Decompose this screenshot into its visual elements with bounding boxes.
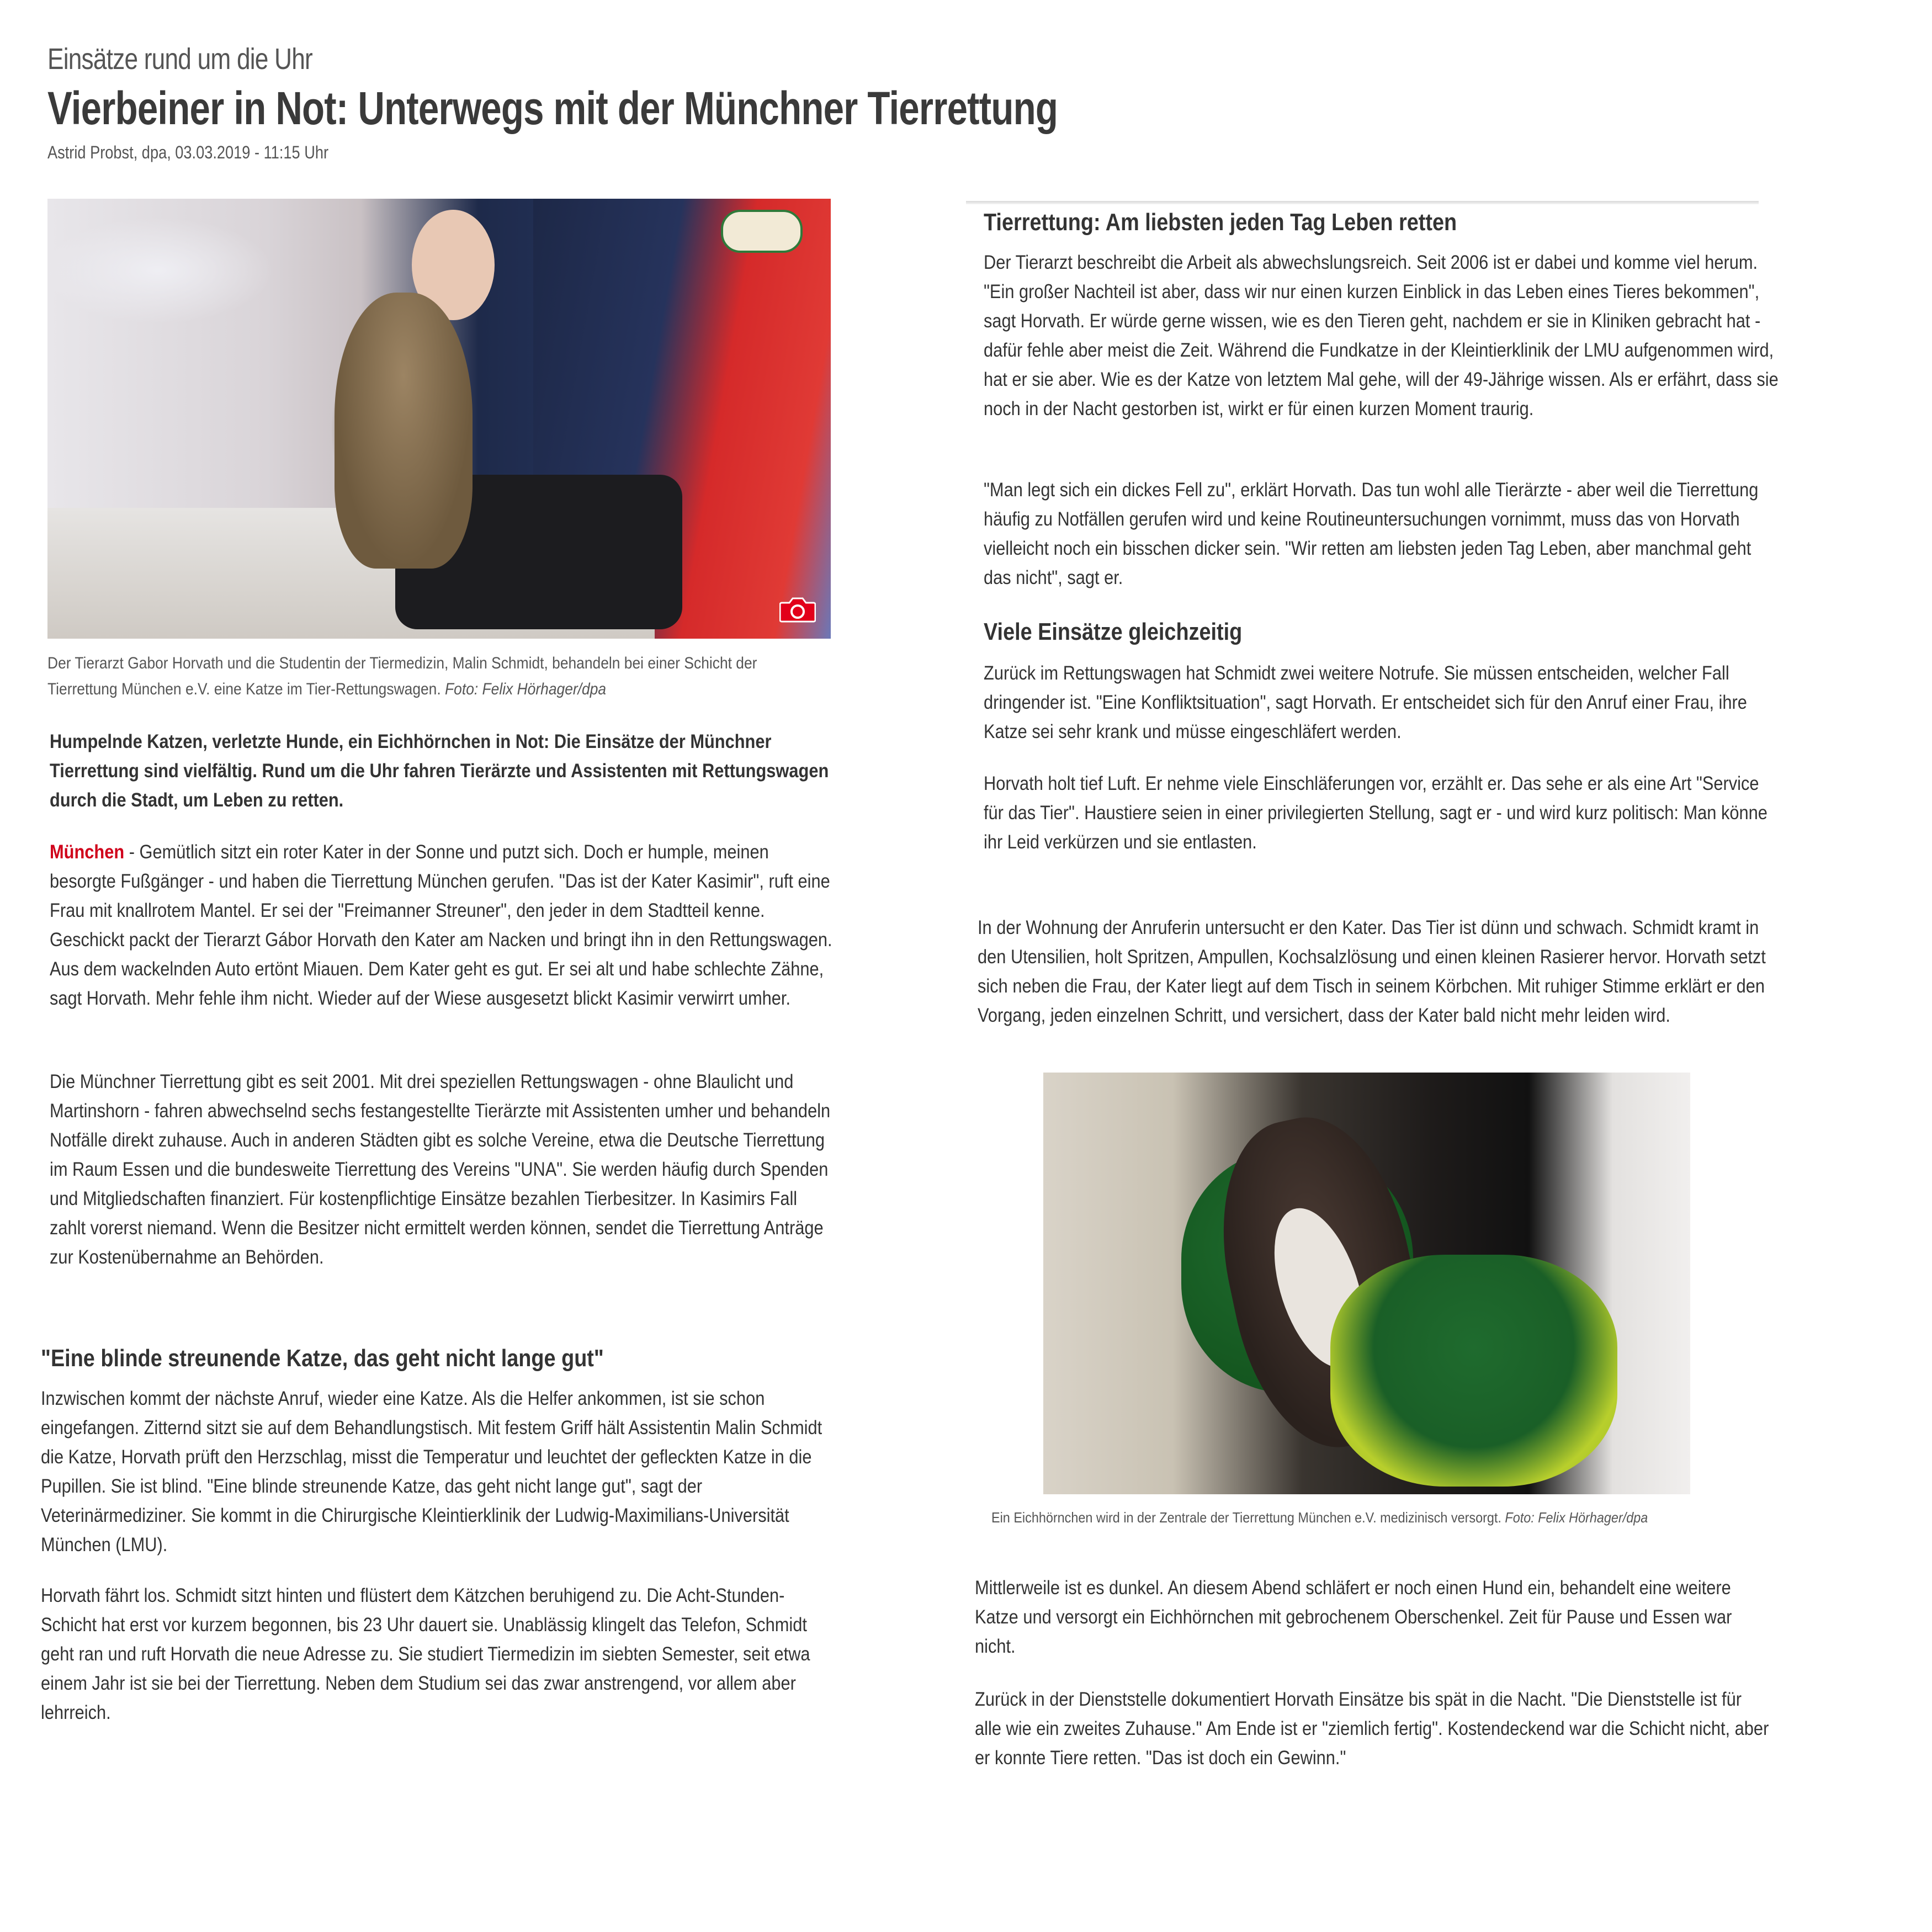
photo-detail-glove <box>1330 1255 1617 1487</box>
section-heading: Tierrettung: Am liebsten jeden Tag Leben retten <box>984 209 1457 236</box>
photo-caption <box>991 1506 1648 1528</box>
paragraph-text: - Gemütlich sitzt ein roter Kater in der Sonne und putzt sich. Doch er humple, meinen besorgte Fußgänger - und haben die Tierrettung München gerufen. "Das ist der Kater Kasimir", ruft eine Frau mit knallrotem Mantel. Er sei der "Freimanner Streuner", den jeder in dem Stadtteil kenne. Geschickt packt der Tierarzt Gábor Horvath den Kater am Nacken und bringt ihn in den Rettungswagen. Aus dem wackelnden Auto ertönt Miauen. Dem Kater geht es gut. Er sei alt und habe schlechte Zähne, sagt Horvath. Mehr fehle ihm nicht. Wieder auf der Wiese ausgesetzt blickt Kasimir verwirrt umher. <box>50 841 832 1009</box>
article-paragraph <box>50 837 837 1013</box>
photo-detail-cat <box>335 293 473 569</box>
article-paragraph: Der Tierarzt beschreibt die Arbeit als abwechslungsreich. Seit 2006 ist er dabei und komme viel herum. "Ein großer Nachteil ist aber, dass wir nur einen kurzen Einblick in das Leben eines Tieres bekommen", sagt Horvath. Er würde gerne wissen, wie es den Tieren geht, nachdem er sie in Kliniken gebracht hat - dafür fehle aber meist die Zeit. Während die Fundkatze in der Kleintierklinik der LMU aufgenommen wird, hat er sie aber. Wie es der Katze von letztem Mal gehe, will der 49-Jährige wissen. Als er erfährt, dass sie noch in der Nacht gestorben ist, wirkt er für einen kurzen Moment traurig. <box>984 252 1779 420</box>
article-lead: Humpelnde Katzen, verletzte Hunde, ein Eichhörnchen in Not: Die Einsätze der Münchner Tierrettung sind vielfältig. Rund um die Uhr fahren Tierärzte und Assistenten mit Rettungswagen durch die Stadt, um Leben zu retten. <box>50 731 829 811</box>
caption-text: Ein Eichhörnchen wird in der Zentrale der Tierrettung München e.V. medizinisch versorgt. <box>991 1509 1501 1526</box>
section-heading: Viele Einsätze gleichzeitig <box>984 618 1243 645</box>
article-paragraph: Zurück in der Dienststelle dokumentiert Horvath Einsätze bis spät in die Nacht. "Die Dienststelle ist für alle wie ein zweites Zuhause." Am Ende ist er "ziemlich fertig". Kostendeckend war die Schicht nicht, aber er konnte Tiere retten. "Das ist doch ein Gewinn." <box>975 1689 1769 1769</box>
photo-caption <box>47 650 805 702</box>
photo-credit: Foto: Felix Hörhager/dpa <box>445 680 607 698</box>
photo-squirrel[interactable] <box>1043 1073 1690 1494</box>
section-heading: "Eine blinde streunende Katze, das geht nicht lange gut" <box>41 1345 604 1372</box>
photo-credit: Foto: Felix Hörhager/dpa <box>1505 1509 1648 1526</box>
dateline: München <box>50 841 125 863</box>
article-paragraph: Inzwischen kommt der nächste Anruf, wieder eine Katze. Als die Helfer ankommen, ist sie schon eingefangen. Zitternd sitzt sie auf dem Behandlungstisch. Mit festem Griff hält Assistentin Malin Schmidt die Katze, Horvath prüft den Herzschlag, misst die Temperatur und leuchtet der gefleckten Katze in die Pupillen. Sie ist blind. "Eine blinde streunende Katze, das geht nicht lange gut", sagt der Veterinärmediziner. Sie kommt in die Chirurgische Kleintierklinik der Ludwig-Maximilians-Universität München (LMU). <box>41 1388 822 1556</box>
article-title: Vierbeiner in Not: Unterwegs mit der Münchner Tierrettung <box>47 82 1058 134</box>
photo-cat-treatment[interactable] <box>47 199 831 639</box>
article-paragraph: "Man legt sich ein dickes Fell zu", erklärt Horvath. Das tun wohl alle Tierärzte - aber weil die Tierrettung häufig zu Notfällen gerufen wird und keine Routineuntersuchungen vornimmt, muss das von Horvath vielleicht noch ein bisschen dicker sein. "Wir retten am liebsten jeden Tag Leben, aber manchmal geht das nicht", sagt er. <box>984 479 1759 588</box>
article-paragraph: Horvath fährt los. Schmidt sitzt hinten und flüstert dem Kätzchen beruhigend zu. Die Acht-Stunden-Schicht hat erst vor kurzem begonnen, bis 23 Uhr dauert sie. Unablässig klingelt das Telefon, Schmidt geht ran und ruft Horvath die neue Adresse zu. Sie studiert Tiermedizin im siebten Semester, seit etwa einem Jahr ist sie bei der Tierrettung. Neben dem Studium sei das zwar anstrengend, vor allem aber lehrreich. <box>41 1585 810 1723</box>
article-paragraph: In der Wohnung der Anruferin untersucht er den Kater. Das Tier ist dünn und schwach. Schmidt kramt in den Utensilien, holt Spritzen, Ampullen, Kochsalzlösung und einen kleinen Rasierer hervor. Horvath setzt sich neben die Frau, der Kater liegt auf dem Tisch in seinem Körbchen. Mit ruhiger Stimme erklärt er den Vorgang, jeden einzelnen Schritt, und versichert, dass der Kater bald nicht mehr leiden wird. <box>978 917 1766 1026</box>
article-byline: Astrid Probst, dpa, 03.03.2019 - 11:15 Uhr <box>47 142 329 162</box>
article-kicker: Einsätze rund um die Uhr <box>47 43 312 76</box>
camera-icon[interactable] <box>779 596 816 623</box>
caption-text: Der Tierarzt Gabor Horvath und die Studentin der Tiermedizin, Malin Schmidt, behandeln bei einer Schicht der Tierrettung München e.V. eine Katze im Tier-Rettungswagen. <box>47 654 757 698</box>
article-paragraph: Zurück im Rettungswagen hat Schmidt zwei weitere Notrufe. Sie müssen entscheiden, welcher Fall dringender ist. "Eine Konfliktsituation", sagt Horvath. Er entscheidet sich für den Anruf einer Frau, ihre Katze sei sehr krank und müsse eingeschläfert werden. <box>984 662 1747 742</box>
article-paragraph: Horvath holt tief Luft. Er nehme viele Einschläferungen vor, erzählt er. Das sehe er als eine Art "Service für das Tier". Haustiere seien in einer privilegierten Stellung, sagt er - und wird kurz politisch: Man könne ihr Leid verkürzen und sie entlasten. <box>984 773 1768 853</box>
article-paragraph: Die Münchner Tierrettung gibt es seit 2001. Mit drei speziellen Rettungswagen - ohne Blaulicht und Martinshorn - fahren abwechselnd sechs festangestellte Tierärzte mit Assistenten umher und behandeln Notfälle direkt zuhause. Auch in anderen Städten gibt es solche Vereine, etwa die Deutsche Tierrettung im Raum Essen und die bundesweite Tierrettung des Vereins "UNA". Sie werden häufig durch Spenden und Mitgliedschaften finanziert. Für kostenpflichtige Einsätze bezahlen Tierbesitzer. In Kasimirs Fall zahlt vorerst niemand. Wenn die Besitzer nicht ermittelt werden können, sendet die Tierrettung Anträge zur Kostenübernahme an Behörden. <box>50 1071 831 1268</box>
photo-detail-logo-patch <box>721 210 803 253</box>
section-divider <box>966 201 1759 204</box>
article-paragraph: Mittlerweile ist es dunkel. An diesem Abend schläfert er noch einen Hund ein, behandelt eine weitere Katze und versorgt ein Eichhörnchen mit gebrochenem Oberschenkel. Zeit für Pause und Essen war nicht. <box>975 1577 1732 1657</box>
